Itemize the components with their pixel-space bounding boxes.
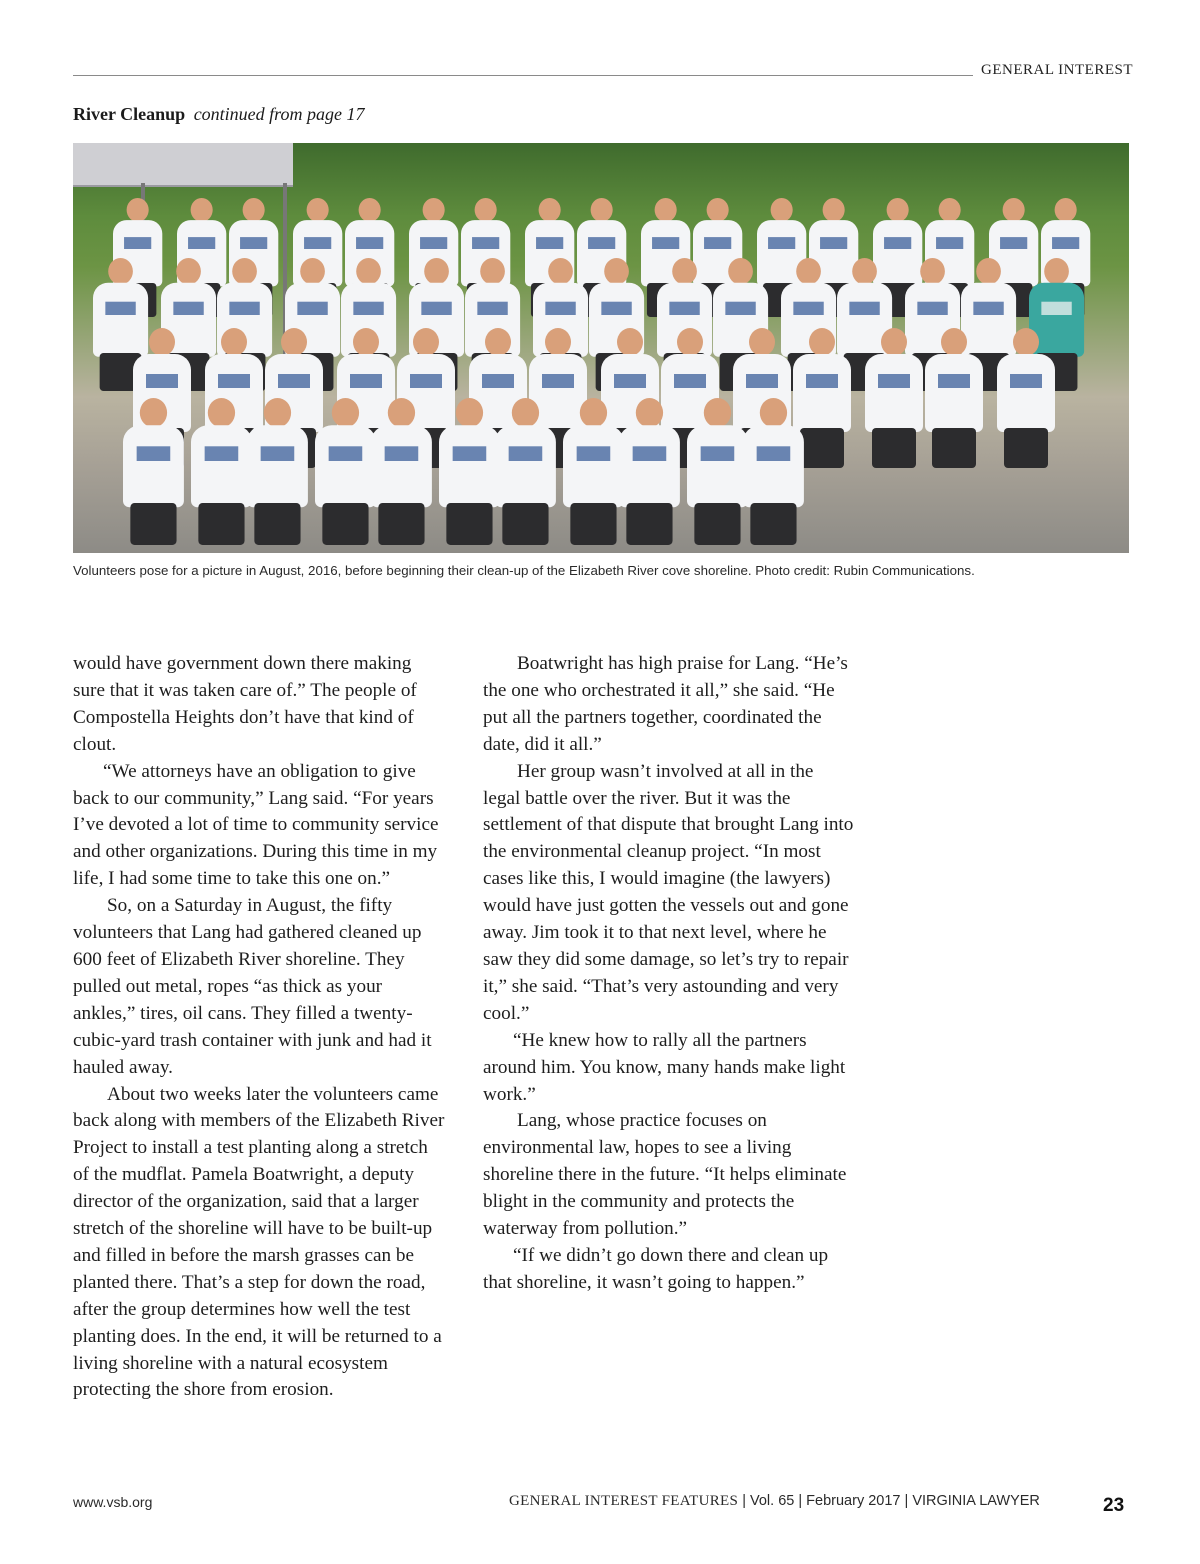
- article-column-left: [73, 651, 445, 1404]
- footer-separator: |: [738, 1493, 750, 1509]
- article-title: River Cleanup: [73, 104, 186, 124]
- paragraph: “If we didn’t go down there and clean up that shoreline, it wasn’t going to happen.”: [483, 1244, 829, 1293]
- continued-heading: [73, 104, 365, 125]
- photo-caption: Volunteers pose for a picture in August, 2016, before beginning their clean-up of the Elizabeth River cove shoreline. Photo credit: Rubin Communications.: [73, 563, 975, 578]
- section-label: GENERAL INTEREST: [981, 62, 1134, 78]
- footer-url[interactable]: www.vsb.org: [73, 1494, 153, 1510]
- continued-note: continued from page 17: [193, 104, 365, 124]
- volunteer-crowd: [93, 198, 1123, 548]
- footer-date: February 2017: [806, 1493, 901, 1509]
- paragraph: Boatwright has high praise for Lang. “He’s the one who orchestrated it all,” she said. “He put all the partners together, coordinated the date, did it all.”: [483, 653, 848, 755]
- paragraph: “He knew how to rally all the partners around him. You know, many hands make light work.”: [483, 1029, 846, 1105]
- article-column-right: [483, 651, 855, 1297]
- header-rule: [73, 75, 973, 76]
- page-number: 23: [1103, 1495, 1125, 1516]
- paragraph: So, on a Saturday in August, the fifty volunteers that Lang had gathered cleaned up 600 feet of Elizabeth River shoreline. They pulled out metal, ropes “as thick as your ankles,” tires, oil cans. They filled a twenty-cubic-yard trash container with junk and had it hauled away.: [73, 895, 432, 1078]
- paragraph: would have government down there making sure that it was taken care of.” The people of Compostella Heights don’t have that kind of clout.: [73, 653, 417, 755]
- footer-publication: VIRGINIA LAWYER: [912, 1493, 1040, 1509]
- footer-separator: |: [900, 1493, 913, 1509]
- paragraph: Her group wasn’t involved at all in the legal battle over the river. But it was the settlement of that dispute that brought Lang into the environmental cleanup project. “In most cases like this, I would imagine (the lawyers) would have just gotten the vessels out and gone away. Jim took it to that next level, where he saw they did some damage, so let’s try to repair it,” she said. “That’s very astounding and very cool.”: [483, 760, 854, 1024]
- paragraph: Lang, whose practice focuses on environmental law, hopes to see a living shoreline there in the future. “It helps eliminate blight in the community and protects the waterway from pollution.”: [483, 1110, 847, 1240]
- paragraph: About two weeks later the volunteers came back along with members of the Elizabeth River Project to install a test planting along a stretch of the mudflat. Pamela Boatwright, a deputy director of the organization, said that a larger stretch of the shoreline will have to be built-up and filled in before the marsh grasses can be planted there. That’s a step for down the road, after the group determines how well the test planting does. In the end, it will be returned to a living shoreline with a natural ecosystem protecting the shore from erosion.: [73, 1083, 445, 1401]
- volunteers-group-photo: [73, 143, 1129, 553]
- footer-info: [509, 1493, 1040, 1510]
- footer-volume: Vol. 65: [750, 1493, 795, 1509]
- footer-separator: |: [794, 1493, 807, 1509]
- paragraph: “We attorneys have an obligation to give back to our community,” Lang said. “For years I’ve devoted a lot of time to community service and other organizations. During this time in my life, I had some time to take this one on.”: [73, 760, 439, 890]
- footer-section: GENERAL INTEREST FEATURES: [509, 1493, 739, 1509]
- tent-canopy: [73, 143, 293, 187]
